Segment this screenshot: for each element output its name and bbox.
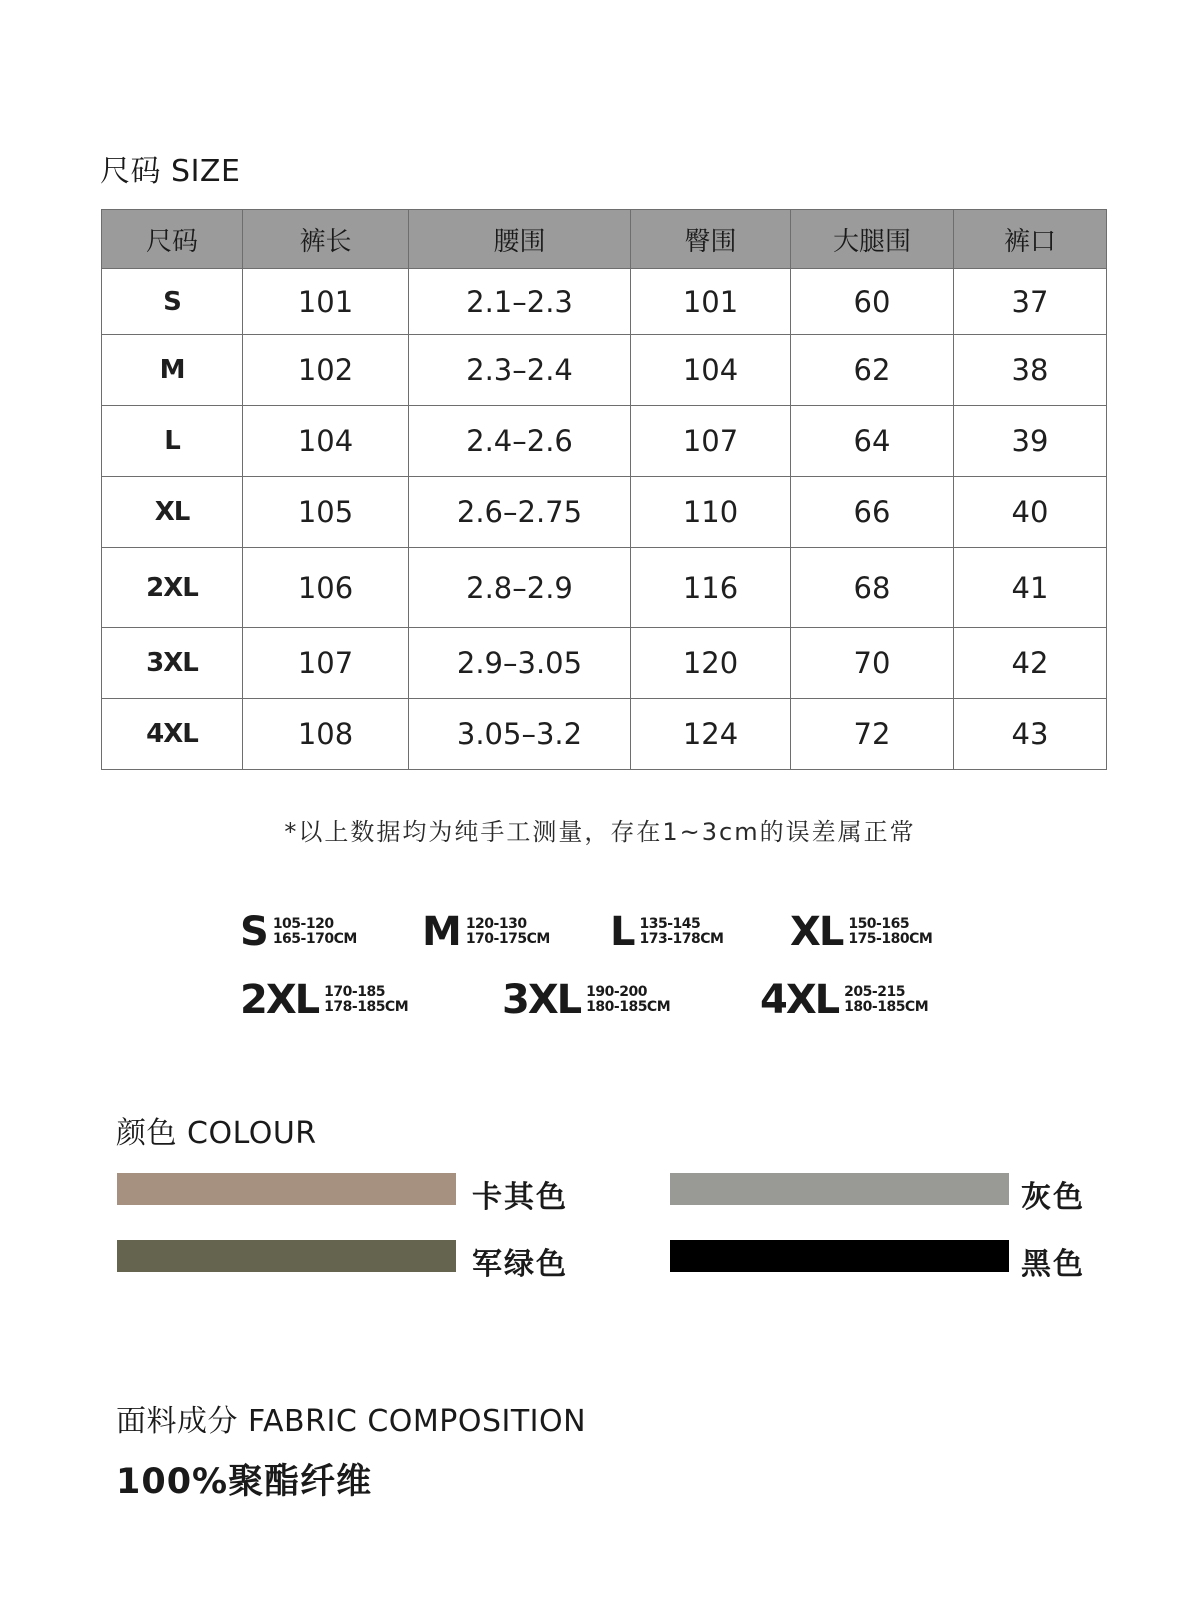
table-row: [102, 548, 1107, 628]
thigh-cell: 72: [791, 699, 954, 770]
colour-swatch-grey: [670, 1173, 1009, 1205]
hip-cell: 107: [631, 406, 791, 477]
hip-cell: 124: [631, 699, 791, 770]
thigh-cell: 64: [791, 406, 954, 477]
guide-height: 180-185CM: [586, 999, 671, 1015]
waist-cell: 2.6–2.75: [409, 477, 631, 548]
header-waist: 腰围: [409, 210, 631, 269]
length-cell: 106: [243, 548, 409, 628]
fabric-composition-value: 100%聚酯纤维: [116, 1462, 373, 1502]
colour-label-army-green: 军绿色: [472, 1247, 568, 1282]
size-guide-item: [502, 977, 671, 1023]
size-cell: 3XL: [102, 628, 243, 699]
header-size: 尺码: [102, 210, 243, 269]
leg-opening-cell: 40: [954, 477, 1107, 548]
guide-height: 178-185CM: [324, 999, 409, 1015]
size-guide-item: [240, 977, 409, 1023]
waist-cell: 2.1–2.3: [409, 269, 631, 335]
guide-weight: 105-120: [272, 916, 334, 932]
leg-opening-cell: 38: [954, 335, 1107, 406]
header-length: 裤长: [243, 210, 409, 269]
guide-weight: 205-215: [844, 984, 905, 1000]
thigh-cell: 62: [791, 335, 954, 406]
guide-weight: 170-185: [324, 984, 385, 1000]
guide-weight: 120-130: [465, 916, 527, 932]
colour-label-khaki: 卡其色: [472, 1180, 568, 1215]
table-row: [102, 699, 1107, 770]
waist-cell: 2.8–2.9: [409, 548, 631, 628]
header-thigh: 大腿围: [791, 210, 954, 269]
guide-height: 170-175CM: [465, 931, 550, 947]
leg-opening-cell: 37: [954, 269, 1107, 335]
thigh-cell: 70: [791, 628, 954, 699]
guide-height: 180-185CM: [844, 999, 929, 1015]
size-cell: XL: [102, 477, 243, 548]
fabric-section-title: 面料成分 FABRIC COMPOSITION: [116, 1404, 587, 1439]
size-cell: S: [102, 269, 243, 335]
guide-size-label: 3XL: [502, 977, 581, 1023]
hip-cell: 116: [631, 548, 791, 628]
guide-size-label: XL: [790, 909, 843, 955]
size-guide-item: [240, 909, 357, 955]
size-table-header-row: [102, 210, 1107, 269]
size-guide-item: [760, 977, 929, 1023]
hip-cell: 110: [631, 477, 791, 548]
size-guide-item: [790, 909, 933, 955]
waist-cell: 2.4–2.6: [409, 406, 631, 477]
thigh-cell: 60: [791, 269, 954, 335]
thigh-cell: 68: [791, 548, 954, 628]
length-cell: 101: [243, 269, 409, 335]
size-guide-item: [610, 909, 724, 955]
colour-section-title: 颜色 COLOUR: [116, 1116, 317, 1151]
leg-opening-cell: 42: [954, 628, 1107, 699]
size-section-title: 尺码 SIZE: [100, 154, 241, 189]
hip-cell: 104: [631, 335, 791, 406]
table-row: [102, 406, 1107, 477]
leg-opening-cell: 41: [954, 548, 1107, 628]
guide-weight: 135-145: [639, 916, 701, 932]
colour-label-grey: 灰色: [1021, 1180, 1085, 1215]
guide-weight: 190-200: [586, 984, 647, 1000]
hip-cell: 101: [631, 269, 791, 335]
guide-size-label: 4XL: [760, 977, 839, 1023]
leg-opening-cell: 39: [954, 406, 1107, 477]
size-guide-item: [422, 909, 550, 955]
table-row: [102, 477, 1107, 548]
size-cell: 2XL: [102, 548, 243, 628]
colour-swatch-black: [670, 1240, 1009, 1272]
thigh-cell: 66: [791, 477, 954, 548]
guide-height: 165-170CM: [272, 931, 357, 947]
colour-swatch-army-green: [117, 1240, 456, 1272]
size-cell: 4XL: [102, 699, 243, 770]
guide-size-label: 2XL: [240, 977, 319, 1023]
waist-cell: 2.9–3.05: [409, 628, 631, 699]
length-cell: 104: [243, 406, 409, 477]
hip-cell: 120: [631, 628, 791, 699]
length-cell: 102: [243, 335, 409, 406]
colour-swatch-khaki: [117, 1173, 456, 1205]
waist-cell: 3.05–3.2: [409, 699, 631, 770]
table-row: [102, 628, 1107, 699]
table-row: [102, 269, 1107, 335]
length-cell: 105: [243, 477, 409, 548]
guide-weight: 150-165: [848, 916, 910, 932]
guide-size-label: L: [610, 909, 634, 955]
measurement-note: *以上数据均为纯手工测量，存在1~3cm的误差属正常: [284, 818, 916, 846]
colour-label-black: 黑色: [1021, 1247, 1085, 1282]
guide-height: 175-180CM: [848, 931, 933, 947]
header-leg-opening: 裤口: [954, 210, 1107, 269]
guide-size-label: S: [240, 909, 267, 955]
size-table: [101, 209, 1107, 770]
waist-cell: 2.3–2.4: [409, 335, 631, 406]
header-hip: 臀围: [631, 210, 791, 269]
size-cell: M: [102, 335, 243, 406]
leg-opening-cell: 43: [954, 699, 1107, 770]
length-cell: 108: [243, 699, 409, 770]
length-cell: 107: [243, 628, 409, 699]
size-cell: L: [102, 406, 243, 477]
table-row: [102, 335, 1107, 406]
guide-size-label: M: [422, 909, 460, 955]
guide-height: 173-178CM: [639, 931, 724, 947]
